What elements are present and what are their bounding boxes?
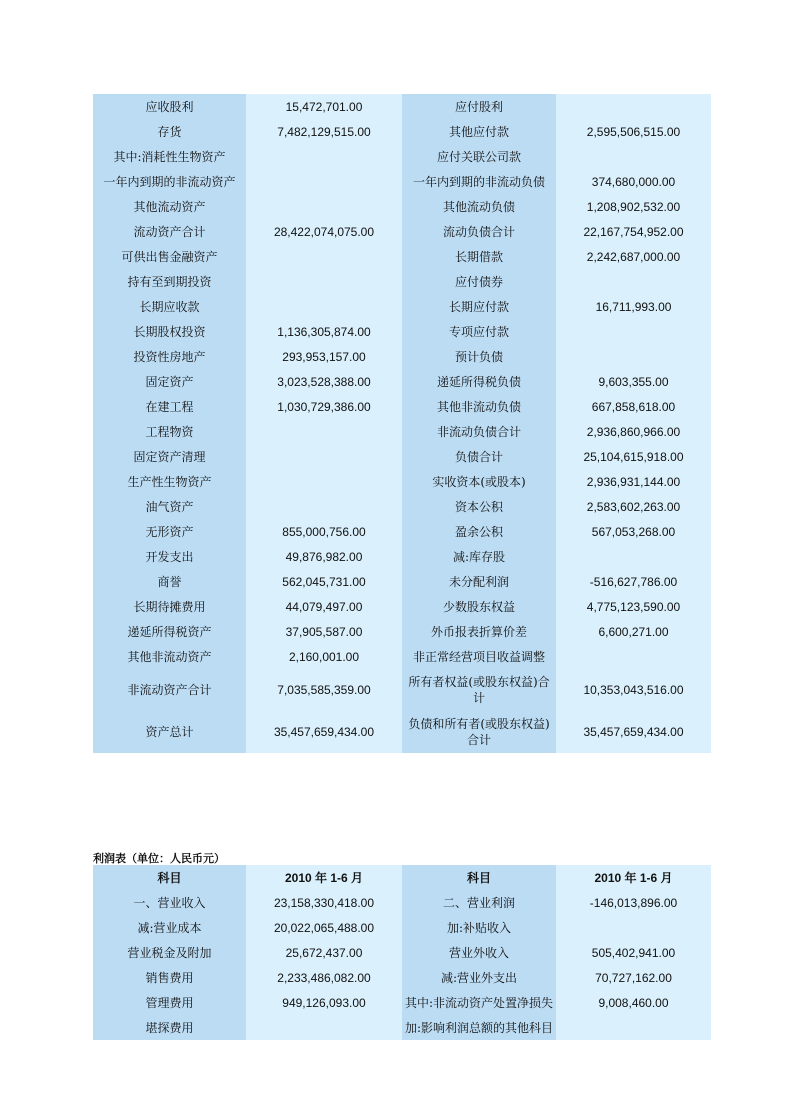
item-label: 其中:消耗性生物资产 [93,144,246,169]
item-label: 管理费用 [93,990,246,1015]
table-row [93,915,711,940]
table-row [93,890,711,915]
item-value [556,544,711,569]
item-value [556,144,711,169]
item-value: 10,353,043,516.00 [556,669,711,711]
item-label: 在建工程 [93,394,246,419]
item-label: 长期待摊费用 [93,594,246,619]
item-label: 所有者权益(或股东权益)合计 [402,669,556,711]
item-value [246,469,402,494]
item-label: 少数股东权益 [402,594,556,619]
table-row [93,619,711,644]
item-label: 其中:非流动资产处置净损失 [402,990,556,1015]
item-value [246,444,402,469]
item-value [556,1015,711,1040]
item-value: 293,953,157.00 [246,344,402,369]
item-value: 562,045,731.00 [246,569,402,594]
item-value [246,1015,402,1040]
item-value [556,94,711,119]
item-value [246,244,402,269]
item-label: 递延所得税负债 [402,369,556,394]
item-label: 流动资产合计 [93,219,246,244]
table-row [93,965,711,990]
item-label: 实收资本(或股本) [402,469,556,494]
item-value: 567,053,268.00 [556,519,711,544]
item-label: 减:库存股 [402,544,556,569]
item-value [246,419,402,444]
item-label: 销售费用 [93,965,246,990]
table-row [93,940,711,965]
item-label: 商誉 [93,569,246,594]
item-label: 固定资产 [93,369,246,394]
item-value: 23,158,330,418.00 [246,890,402,915]
item-value: 25,672,437.00 [246,940,402,965]
item-label: 加:补贴收入 [402,915,556,940]
balance-sheet-table [93,94,711,753]
table-header-row [93,865,711,890]
item-value [246,269,402,294]
item-label: 非流动负债合计 [402,419,556,444]
table-row [93,344,711,369]
item-value: 505,402,941.00 [556,940,711,965]
item-value: 49,876,982.00 [246,544,402,569]
item-value: 9,603,355.00 [556,369,711,394]
table-row [93,644,711,669]
table-row [93,669,711,711]
item-value: 1,030,729,386.00 [246,394,402,419]
item-label: 投资性房地产 [93,344,246,369]
item-value [246,494,402,519]
table-row [93,519,711,544]
table-row [93,569,711,594]
item-label: 资本公积 [402,494,556,519]
item-value [246,144,402,169]
table-row [93,369,711,394]
table-row [93,94,711,119]
item-label: 加:影响利润总额的其他科目 [402,1015,556,1040]
item-value [246,169,402,194]
item-label: 减:营业成本 [93,915,246,940]
item-label: 长期借款 [402,244,556,269]
item-value: 3,023,528,388.00 [246,369,402,394]
table-row [93,294,711,319]
item-label: 生产性生物资产 [93,469,246,494]
item-value [556,319,711,344]
income-statement-body [93,865,711,1040]
item-label: 一年内到期的非流动资产 [93,169,246,194]
item-label: 负债和所有者(或股东权益)合计 [402,711,556,753]
item-value: 1,208,902,532.00 [556,194,711,219]
item-value: 7,482,129,515.00 [246,119,402,144]
item-value: 20,022,065,488.00 [246,915,402,940]
item-label: 一年内到期的非流动负债 [402,169,556,194]
item-value [556,915,711,940]
table-row [93,394,711,419]
item-label: 其他流动资产 [93,194,246,219]
item-value: 2,242,687,000.00 [556,244,711,269]
item-value: 949,126,093.00 [246,990,402,1015]
item-label: 其他流动负债 [402,194,556,219]
item-label: 营业外收入 [402,940,556,965]
item-value: 35,457,659,434.00 [246,711,402,753]
item-label: 长期应付款 [402,294,556,319]
table-row [93,594,711,619]
item-value: 2,936,860,966.00 [556,419,711,444]
item-value: 855,000,756.00 [246,519,402,544]
table-row [93,494,711,519]
item-label: 长期股权投资 [93,319,246,344]
item-label: 油气资产 [93,494,246,519]
item-value: 28,422,074,075.00 [246,219,402,244]
item-label: 非正常经营项目收益调整 [402,644,556,669]
table-row [93,319,711,344]
item-value: 37,905,587.00 [246,619,402,644]
table-row [93,419,711,444]
table-row [93,219,711,244]
item-value: 2,595,506,515.00 [556,119,711,144]
item-label: 科目 [93,865,246,890]
item-label: 持有至到期投资 [93,269,246,294]
item-value: 2,233,486,082.00 [246,965,402,990]
item-value: 2,936,931,144.00 [556,469,711,494]
table-row [93,169,711,194]
item-label: 资产总计 [93,711,246,753]
item-label: 应付关联公司款 [402,144,556,169]
table-row [93,194,711,219]
table-row [93,469,711,494]
item-value: 25,104,615,918.00 [556,444,711,469]
item-label: 营业税金及附加 [93,940,246,965]
item-value: -516,627,786.00 [556,569,711,594]
item-value: 4,775,123,590.00 [556,594,711,619]
item-label: 未分配利润 [402,569,556,594]
item-value: -146,013,896.00 [556,890,711,915]
item-value: 35,457,659,434.00 [556,711,711,753]
table-row [93,144,711,169]
item-label: 其他非流动负债 [402,394,556,419]
item-label: 开发支出 [93,544,246,569]
table-row [93,1015,711,1040]
item-value: 2,160,001.00 [246,644,402,669]
item-value: 22,167,754,952.00 [556,219,711,244]
item-label: 可供出售金融资产 [93,244,246,269]
item-value: 16,711,993.00 [556,294,711,319]
item-label: 二、营业利润 [402,890,556,915]
item-label: 应收股利 [93,94,246,119]
item-value: 44,079,497.00 [246,594,402,619]
item-value: 374,680,000.00 [556,169,711,194]
table-row [93,711,711,753]
item-label: 非流动资产合计 [93,669,246,711]
item-value: 9,008,460.00 [556,990,711,1015]
item-value: 7,035,585,359.00 [246,669,402,711]
item-label: 其他非流动资产 [93,644,246,669]
item-label: 应付股利 [402,94,556,119]
item-value [246,194,402,219]
table-row [93,990,711,1015]
item-label: 递延所得税资产 [93,619,246,644]
item-value: 70,727,162.00 [556,965,711,990]
item-value: 2010 年 1-6 月 [246,865,402,890]
item-label: 专项应付款 [402,319,556,344]
item-label: 外币报表折算价差 [402,619,556,644]
item-label: 其他应付款 [402,119,556,144]
item-value: 1,136,305,874.00 [246,319,402,344]
balance-sheet-body [93,94,711,753]
item-value: 6,600,271.00 [556,619,711,644]
item-value [556,344,711,369]
income-statement-caption: 利润表（单位：人民币元） [93,853,225,865]
table-row [93,269,711,294]
item-label: 无形资产 [93,519,246,544]
item-value [556,644,711,669]
table-row [93,444,711,469]
table-row [93,119,711,144]
item-value: 15,472,701.00 [246,94,402,119]
item-label: 预计负债 [402,344,556,369]
table-row [93,544,711,569]
item-label: 堪探费用 [93,1015,246,1040]
item-label: 一、营业收入 [93,890,246,915]
item-label: 盈余公积 [402,519,556,544]
item-label: 负债合计 [402,444,556,469]
item-label: 存货 [93,119,246,144]
item-label: 长期应收款 [93,294,246,319]
item-label: 科目 [402,865,556,890]
item-label: 减:营业外支出 [402,965,556,990]
item-label: 流动负债合计 [402,219,556,244]
item-label: 固定资产清理 [93,444,246,469]
item-label: 工程物资 [93,419,246,444]
item-label: 应付债券 [402,269,556,294]
item-value: 2,583,602,263.00 [556,494,711,519]
table-row [93,244,711,269]
item-value: 667,858,618.00 [556,394,711,419]
item-value [246,294,402,319]
item-value [556,269,711,294]
item-value: 2010 年 1-6 月 [556,865,711,890]
income-statement-table [93,865,711,1040]
